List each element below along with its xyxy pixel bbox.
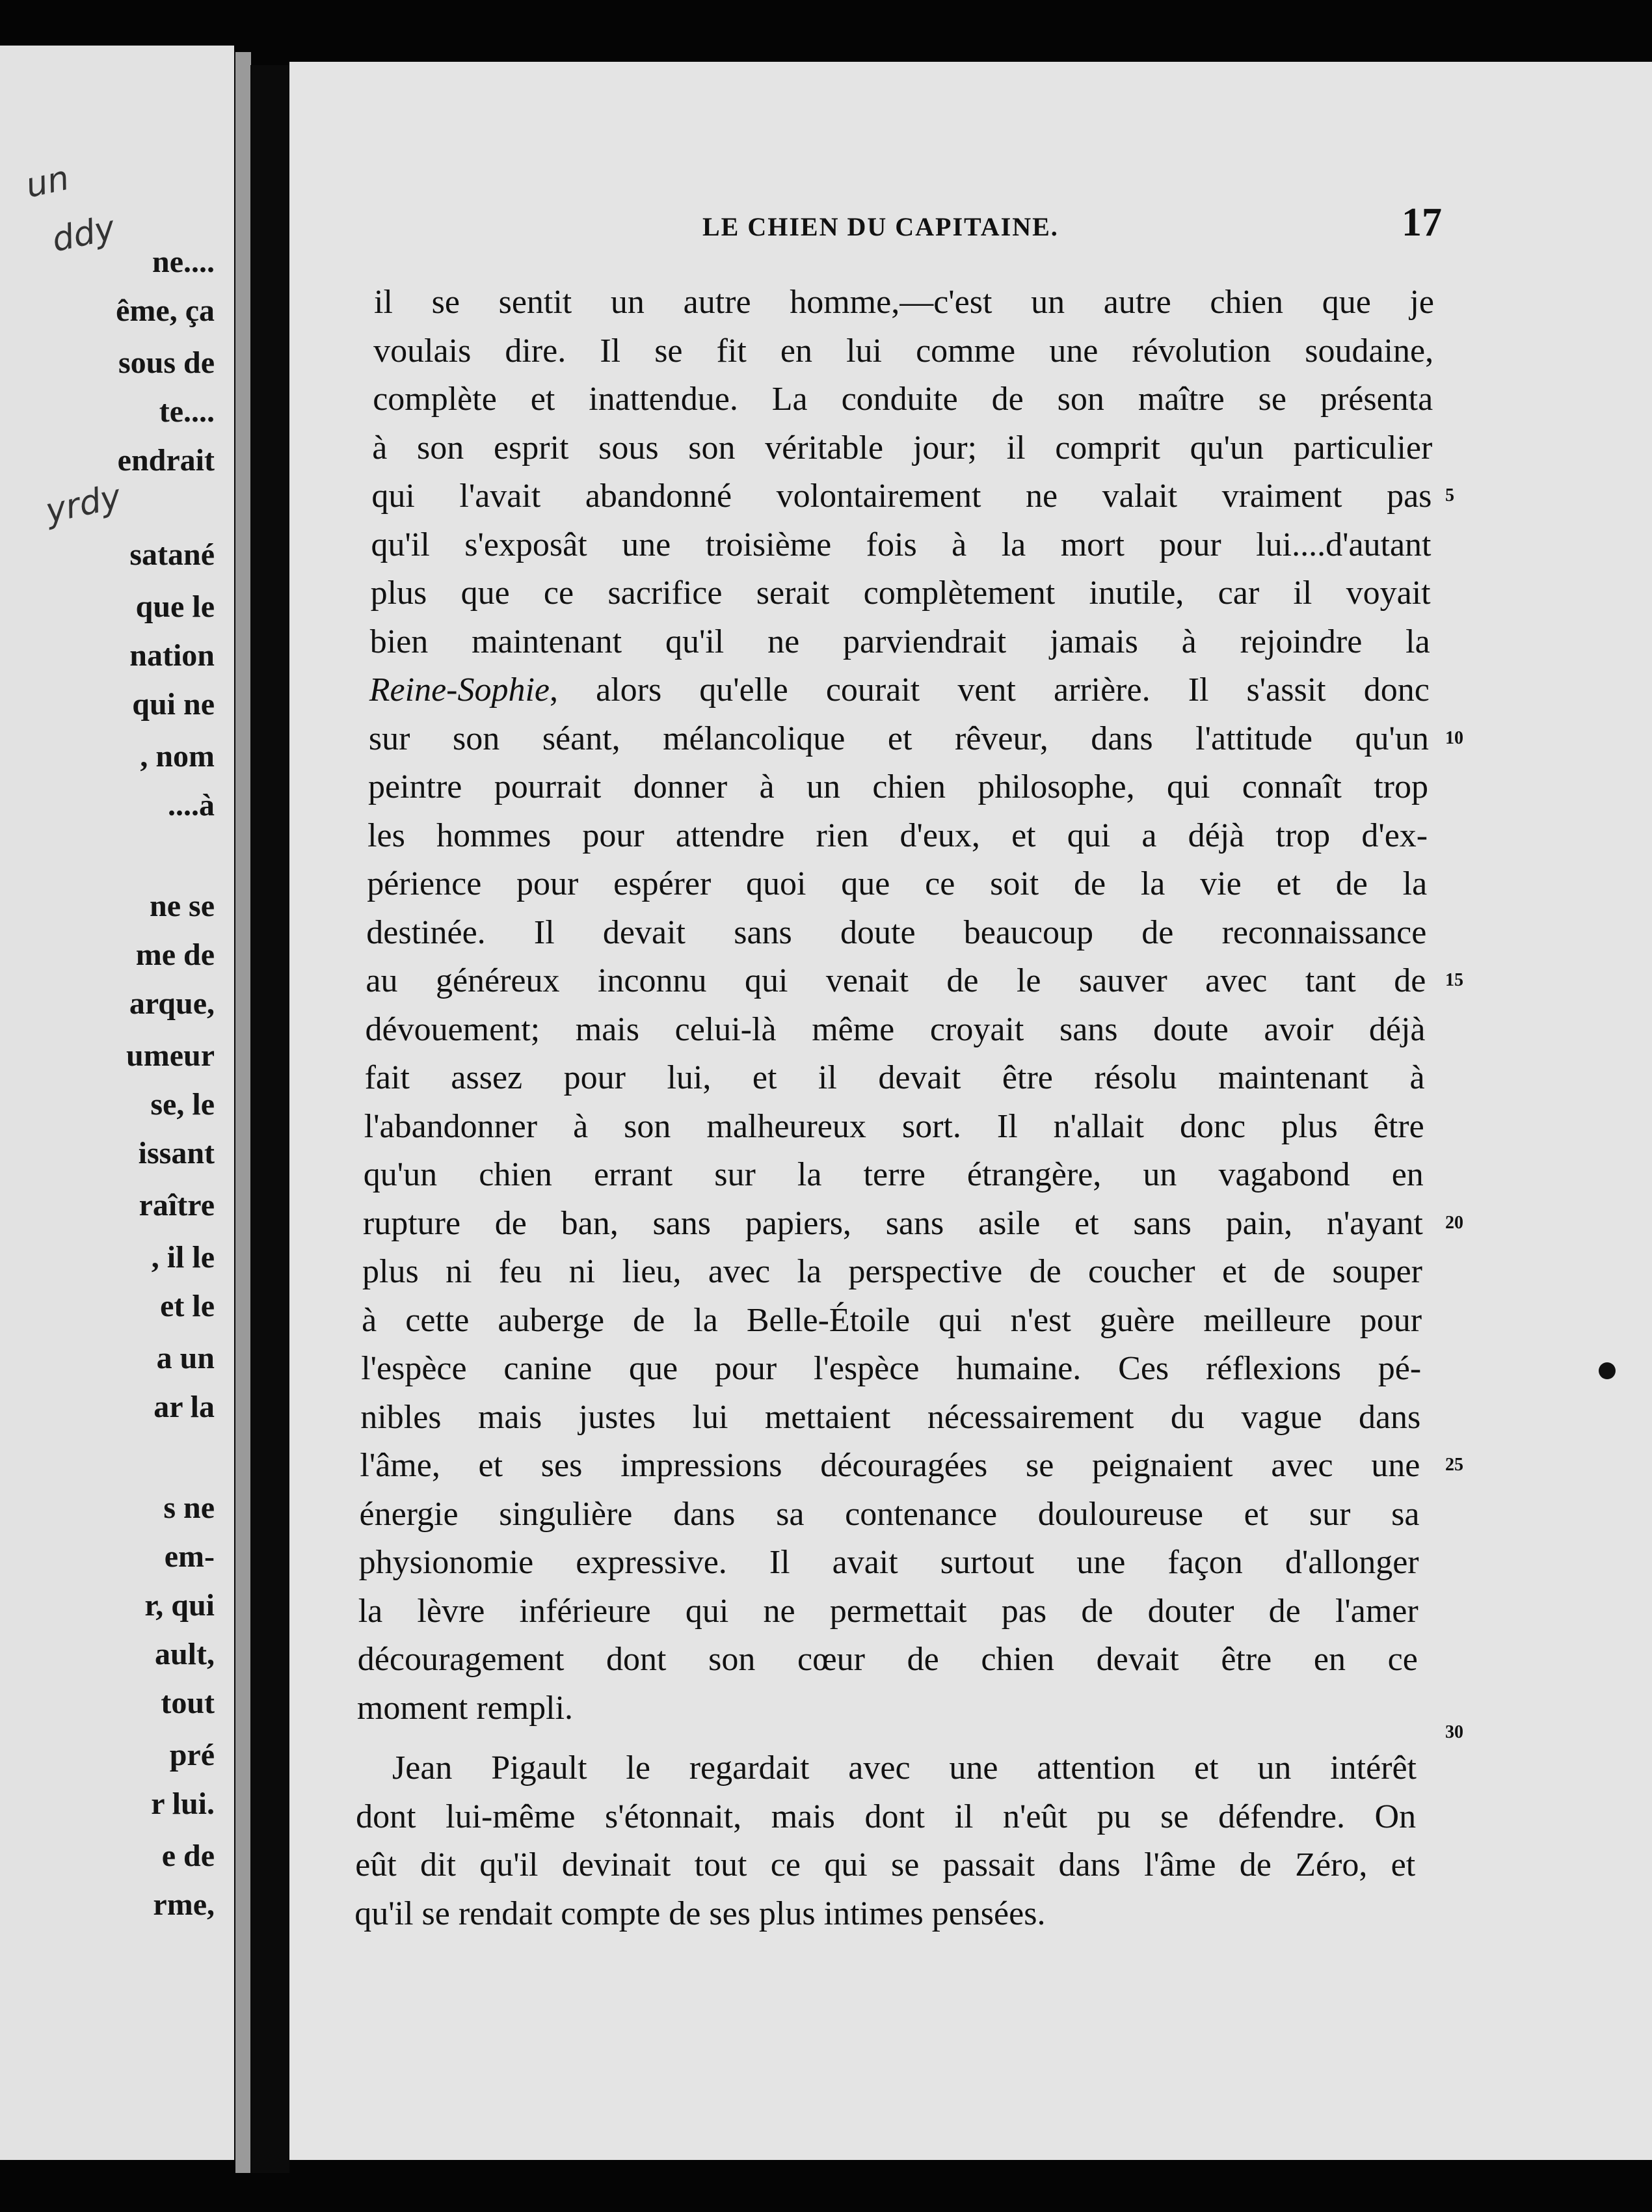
left-page-fragment-line: ar la (153, 1390, 215, 1424)
left-page-fragment-line: se, le (150, 1087, 215, 1122)
body-text-line: périence pour espérer quoi que ce soit de la vie et de la (367, 865, 1428, 902)
left-page-fragment-line: r lui. (151, 1787, 215, 1821)
gutter-edge (235, 52, 251, 2173)
left-page-fragment-line: em- (164, 1539, 215, 1574)
left-page-fragment-line: arque, (129, 986, 215, 1021)
left-page-fragment-line: umeur (126, 1038, 215, 1073)
body-text-line: dévouement; mais celui-là même croyait sans doute avoir déjà (365, 1010, 1426, 1048)
ship-name-italic: Reine-Sophie (369, 671, 550, 708)
body-text-line: sur son séant, mélancolique et rêveur, dans l'attitude qu'un (368, 720, 1429, 757)
left-page-fragment-line: ....à (168, 788, 215, 822)
body-text-line: qu'un chien errant sur la terre étrangère, un vagabond en (363, 1156, 1424, 1193)
left-page-fragment-line: ault, (154, 1637, 215, 1671)
left-page-fragment-line: r, qui (144, 1588, 215, 1623)
body-text-line: nibles mais justes lui mettaient nécessairement du vague dans (360, 1398, 1421, 1436)
left-page-fragment-line: sous de (118, 345, 215, 380)
body-text-line: plus ni feu ni lieu, avec la perspective de coucher et de souper (362, 1253, 1422, 1290)
left-page-fragment-line: satané (129, 537, 215, 572)
left-page-fragment-line: raître (139, 1188, 215, 1222)
page-number: 17 (1402, 200, 1442, 245)
left-page-fragment-line: rme, (153, 1887, 215, 1922)
body-text-line: qu'il s'exposât une troisième fois à la mort pour lui....d'autant (371, 526, 1432, 563)
body-text-line: bien maintenant qu'il ne parviendrait jamais à rejoindre la (369, 623, 1430, 660)
left-page-fragment-line: , nom (140, 739, 215, 774)
left-page-fragment-line: issant (138, 1136, 215, 1170)
body-text-line: énergie singulière dans sa contenance douloureuse et sur sa (359, 1495, 1420, 1533)
left-page-fragment-line: e de (161, 1839, 215, 1873)
margin-line-number: 20 (1445, 1212, 1463, 1233)
body-text-line: l'âme, et ses impressions découragées se peignaient avec une (360, 1447, 1420, 1484)
body-text-line: fait assez pour lui, et il devait être résolu maintenant à (364, 1059, 1425, 1096)
running-head: LE CHIEN DU CAPITAINE. (702, 212, 1059, 241)
body-text-line: Reine-Sophie, alors qu'elle courait vent arrière. Il s'assit donc (369, 671, 1430, 708)
left-page-fragment-line: ne se (150, 889, 215, 923)
left-page-fragment-line: que le (135, 589, 215, 624)
left-page-fragment-line: endrait (117, 443, 215, 478)
left-page-fragment-line: s ne (163, 1490, 215, 1525)
left-page-fragment-line: , il le (151, 1240, 215, 1275)
handwritten-annotation: yrdy (42, 477, 124, 532)
left-page-fragment-line: et le (160, 1289, 215, 1323)
body-text-line: Jean Pigault le regardait avec une attention et un intérêt (392, 1749, 1417, 1787)
ink-spot (1599, 1362, 1616, 1379)
body-text-line: il se sentit un autre homme,—c'est un autre chien que je (374, 284, 1434, 321)
body-text-line: eût dit qu'il devinait tout ce qui se passait dans l'âme de Zéro, et (355, 1846, 1416, 1883)
body-text-line: physionomie expressive. Il avait surtout une façon d'allonger (358, 1544, 1419, 1581)
left-page-fragment-line: a un (156, 1341, 215, 1375)
body-text-line: la lèvre inférieure qui ne permettait pas de douter de l'amer (358, 1592, 1419, 1630)
body-text-line: rupture de ban, sans papiers, sans asile et sans pain, n'ayant (362, 1204, 1423, 1242)
left-page-fragment-line: ême, ça (116, 293, 215, 328)
left-page-fragment-line: te.... (159, 394, 215, 429)
body-text-line: destinée. Il devait sans doute beaucoup de reconnaissance (366, 913, 1427, 951)
margin-line-number: 10 (1445, 727, 1463, 748)
left-page-fragment (0, 46, 234, 2160)
body-text-line: voulais dire. Il se fit en lui comme une révolution soudaine, (373, 332, 1434, 370)
body-text-line: plus que ce sacrifice serait complètement inutile, car il voyait (370, 574, 1431, 612)
gutter-shadow (250, 65, 289, 2173)
body-text-line: l'abandonner à son malheureux sort. Il n'allait donc plus être (364, 1107, 1424, 1145)
left-page-fragment-line: me de (135, 937, 215, 972)
left-page-fragment-line: ne.... (152, 245, 215, 279)
margin-line-number: 15 (1445, 970, 1463, 990)
body-text-line: complète et inattendue. La conduite de son maître se présenta (373, 381, 1433, 418)
margin-line-number: 5 (1445, 485, 1454, 506)
body-text-line: peintre pourrait donner à un chien philosophe, qui connaît trop (368, 768, 1428, 805)
left-page-fragment-line: tout (161, 1686, 215, 1720)
body-text-line: l'espèce canine que pour l'espèce humaine. Ces réflexions pé- (361, 1350, 1422, 1387)
body-text-line: les hommes pour attendre rien d'eux, et qui a déjà trop d'ex- (367, 816, 1428, 854)
body-text-line: qui l'avait abandonné volontairement ne valait vraiment pas (371, 478, 1432, 515)
body-text-line: qu'il se rendait compte de ses plus intimes pensées. (354, 1895, 1046, 1932)
body-text-line: découragement dont son cœur de chien devait être en ce (357, 1641, 1418, 1678)
handwritten-annotation: ddy (48, 208, 118, 260)
left-page-fragment-line: pré (169, 1738, 215, 1772)
body-text-line: à cette auberge de la Belle-Étoile qui n'est guère meilleure pour (362, 1301, 1422, 1339)
body-text-line: au généreux inconnu qui venait de le sauver avec tant de (366, 962, 1426, 999)
left-page-fragment-line: nation (129, 638, 215, 673)
main-page (289, 62, 1652, 2160)
handwritten-annotation: un (22, 158, 73, 206)
body-text-line: à son esprit sous son véritable jour; il comprit qu'un particulier (372, 429, 1433, 466)
margin-line-number: 30 (1445, 1721, 1463, 1742)
left-page-fragment-line: qui ne (132, 687, 215, 722)
body-text-line: moment rempli. (356, 1689, 574, 1727)
body-text-line: dont lui-même s'étonnait, mais dont il n'eût pu se défendre. On (356, 1798, 1417, 1835)
margin-line-number: 25 (1445, 1455, 1463, 1475)
